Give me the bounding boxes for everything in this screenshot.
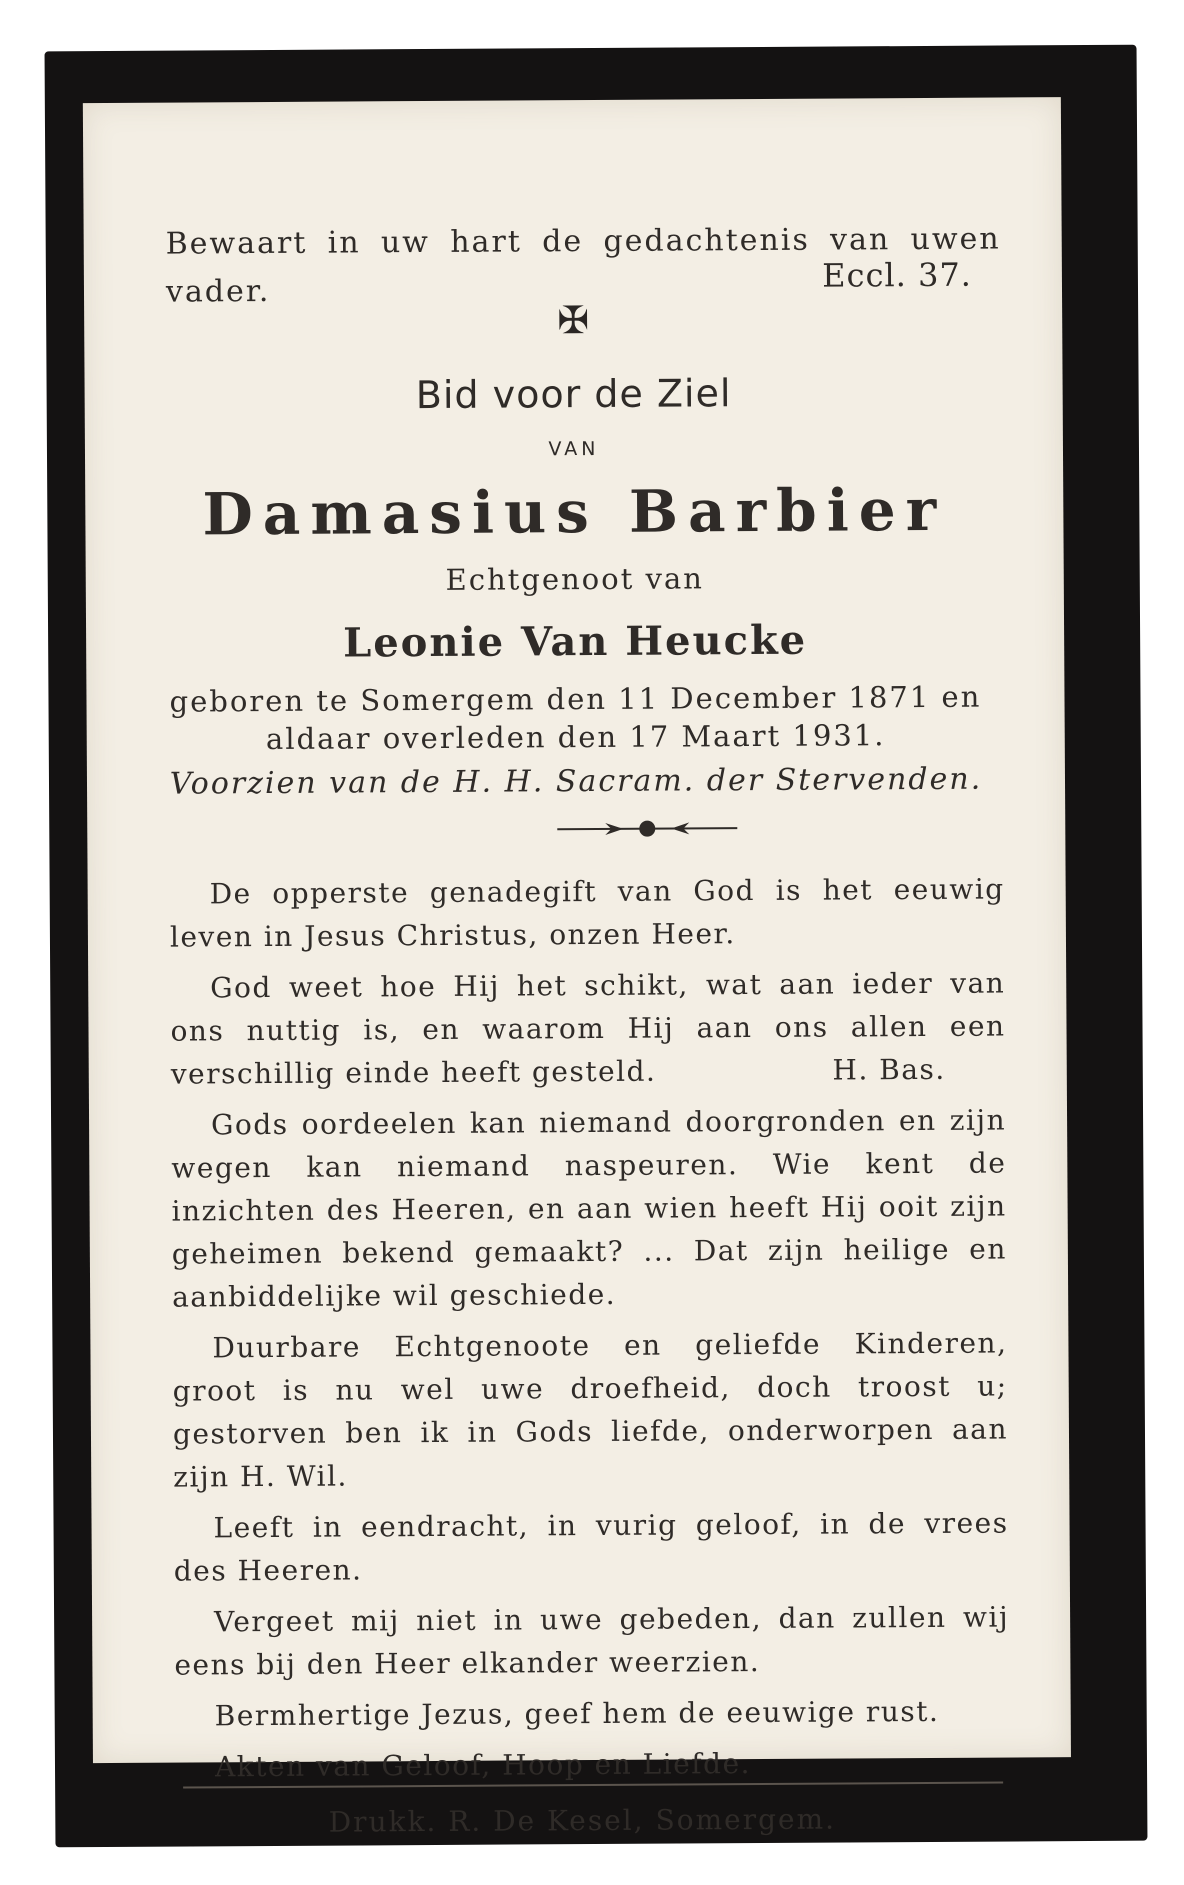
deceased-name: Damasius Barbier: [202, 475, 947, 549]
ornament-divider-icon: [547, 813, 747, 844]
sacraments-line: Voorzien van de H. H. Sacram. der Stervenden.: [169, 761, 983, 802]
van-label: VAN: [548, 437, 600, 461]
paragraph: Bermhertige Jezus, geef hem de eeuwige rust.: [214, 1694, 940, 1733]
motto-text: Bewaart in uw hart de gedachtenis van uwen vader.: [165, 221, 1001, 310]
cross-icon: ✠: [557, 298, 590, 343]
paragraph: Gods oordeelen kan niemand doorgronden en zijn wegen kan niemand naspeuren. Wie kent de inzichten des Heeren, en aan wien heeft Hij ooit zijn geheimen bekend gemaakt? ... Dat zijn heilige en aanbiddelijke wil geschiede.: [171, 1103, 1007, 1314]
signature: H. Bas.: [832, 1052, 946, 1087]
spouse-label: Echtgenoot van: [445, 561, 705, 597]
paragraph: Akten van Geloof, Hoop en Liefde.: [214, 1747, 752, 1784]
paragraph: Duurbare Echtgenoote en geliefde Kinderen, groot is nu wel uwe droefheid, doch troost u; gestorven ben ik in Gods liefde, onderworpen aan zijn H. Wil.: [172, 1326, 1009, 1494]
death-line: aldaar overleden den 17 Maart 1931.: [265, 718, 886, 757]
paragraph: Leeft in eendracht, in vurig geloof, in de vrees des Heeren.: [173, 1506, 1009, 1588]
memorial-card: [45, 45, 1148, 1848]
motto-reference: Eccl. 37.: [822, 255, 973, 295]
paragraph: De opperste genadegift van God is het eeuwig leven in Jesus Christus, onzen Heer.: [169, 872, 1005, 954]
pray-heading: Bid voor de Ziel: [415, 371, 732, 418]
birth-line: geboren te Somergem den 11 December 1871 en: [169, 679, 982, 719]
paragraph-with-signature: [170, 962, 1006, 1096]
printer-credit: Drukk. R. De Kesel, Somergem.: [328, 1802, 837, 1839]
paragraph: God weet hoe Hij het schikt, wat aan ieder van ons nuttig is, en waarom Hij aan ons allen een verschillig einde heeft gesteld.: [170, 966, 1006, 1091]
spouse-name: Leonie Van Heucke: [342, 616, 808, 667]
body-text: [170, 868, 1011, 1797]
paragraph: Vergeet mij niet in uwe gebeden, dan zullen wij eens bij den Heer elkander weerzien.: [174, 1600, 1010, 1682]
card-paper: [83, 97, 1071, 1839]
